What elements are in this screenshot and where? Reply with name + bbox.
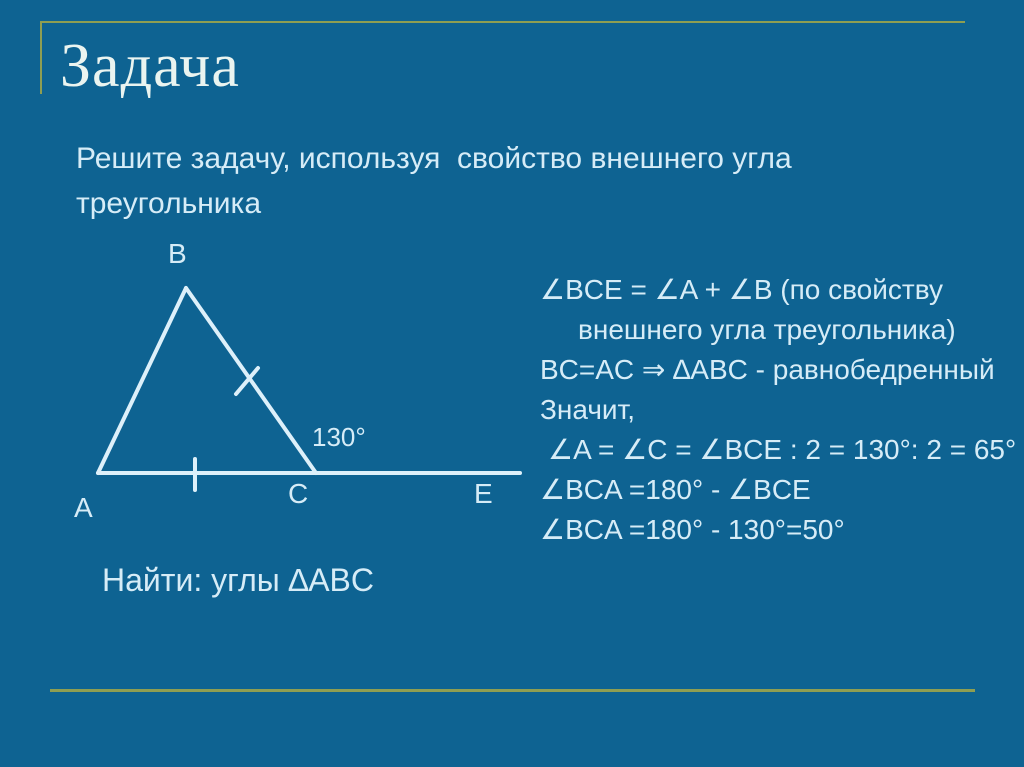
exterior-angle-value: 130°	[312, 422, 366, 452]
solution-line-6: ∠BCA =180° - ∠BCE	[540, 474, 811, 505]
vertex-label-a: A	[74, 492, 93, 523]
solution-steps	[540, 270, 1024, 550]
title-frame-left-line	[40, 21, 42, 94]
side-bc	[186, 288, 316, 473]
vertex-label-c: C	[288, 478, 309, 509]
page-title: Задача	[60, 32, 240, 100]
problem-statement: Решите задачу, используя свойство внешнего угла треугольника	[76, 142, 801, 220]
solution-line-2: внешнего угла треугольника)	[578, 314, 956, 345]
solution-line-7: ∠BCA =180° - 130°=50°	[540, 514, 845, 545]
tick-mark-bc	[236, 368, 258, 394]
solution-line-5: ∠A = ∠C = ∠BCE : 2 = 130°: 2 = 65°	[548, 434, 1017, 465]
title-frame-top-line	[40, 21, 965, 23]
footer-divider-line	[50, 689, 975, 692]
vertex-label-b: B	[168, 238, 187, 269]
point-label-e: E	[474, 478, 493, 509]
solution-line-3: BC=AC ⇒ ∆ABC - равнобедренный	[540, 354, 995, 385]
find-statement: Найти: углы ∆ABC	[102, 562, 374, 598]
side-ab	[98, 288, 186, 473]
solution-line-1: ∠BCE = ∠A + ∠B (по свойству	[540, 274, 943, 305]
solution-line-4: Значит,	[540, 394, 636, 425]
